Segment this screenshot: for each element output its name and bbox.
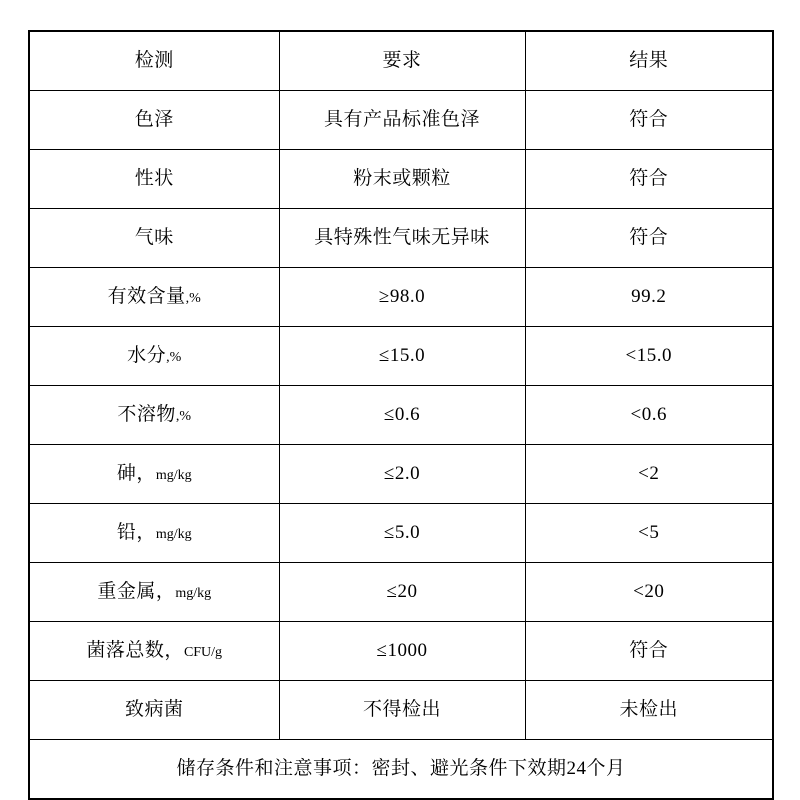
cell-item-unit: ,% [166, 350, 182, 366]
table-row [29, 445, 773, 504]
cell-item-unit: CFU/g [183, 645, 223, 661]
cell-requirement: ≥98.0 [279, 268, 525, 327]
cell-item-unit: ,% [185, 291, 201, 307]
cell-result: 未检出 [525, 681, 773, 740]
cell-requirement: ≤15.0 [279, 327, 525, 386]
column-header-result: 结果 [525, 31, 773, 91]
cell-requirement: 粉末或颗粒 [279, 150, 525, 209]
cell-requirement: ≤1000 [279, 622, 525, 681]
cell-result: <20 [525, 563, 773, 622]
cell-item: 性状 [29, 150, 279, 209]
cell-item: 气味 [29, 209, 279, 268]
cell-requirement: ≤20 [279, 563, 525, 622]
table-row [29, 150, 773, 209]
cell-item: 致病菌 [29, 681, 279, 740]
cell-item: 不溶物,% [29, 386, 279, 445]
table-row [29, 563, 773, 622]
table-row [29, 91, 773, 150]
table-row [29, 622, 773, 681]
cell-result: 99.2 [525, 268, 773, 327]
cell-result: <2 [525, 445, 773, 504]
cell-result: 符合 [525, 150, 773, 209]
cell-result: 符合 [525, 209, 773, 268]
cell-result: <15.0 [525, 327, 773, 386]
table-header-row [29, 31, 773, 91]
cell-result: 符合 [525, 91, 773, 150]
table-row [29, 386, 773, 445]
cell-requirement: ≤0.6 [279, 386, 525, 445]
cell-item: 色泽 [29, 91, 279, 150]
cell-result: <5 [525, 504, 773, 563]
cell-item: 有效含量,% [29, 268, 279, 327]
cell-item: 菌落总数，CFU/g [29, 622, 279, 681]
cell-item-unit: mg/kg [155, 527, 192, 543]
cell-item-unit: ,% [175, 409, 192, 425]
cell-requirement: 不得检出 [279, 681, 525, 740]
cell-requirement: ≤5.0 [279, 504, 525, 563]
storage-note: 储存条件和注意事项：密封、避光条件下效期24个月 [29, 740, 773, 800]
cell-requirement: 具特殊性气味无异味 [279, 209, 525, 268]
table-row [29, 681, 773, 740]
cell-requirement: 具有产品标准色泽 [279, 91, 525, 150]
table-row [29, 209, 773, 268]
table-row [29, 504, 773, 563]
cell-item-unit: mg/kg [155, 468, 192, 484]
cell-result: <0.6 [525, 386, 773, 445]
column-header-requirement: 要求 [279, 31, 525, 91]
table-row [29, 268, 773, 327]
cell-item-unit: mg/kg [175, 586, 212, 602]
cell-item: 铅，mg/kg [29, 504, 279, 563]
cell-item: 砷，mg/kg [29, 445, 279, 504]
column-header-item: 检测 [29, 31, 279, 91]
cell-item: 重金属，mg/kg [29, 563, 279, 622]
specification-table [28, 30, 774, 800]
cell-requirement: ≤2.0 [279, 445, 525, 504]
cell-result: 符合 [525, 622, 773, 681]
cell-item: 水分,% [29, 327, 279, 386]
table-footnote-row [29, 740, 773, 800]
table-row [29, 327, 773, 386]
